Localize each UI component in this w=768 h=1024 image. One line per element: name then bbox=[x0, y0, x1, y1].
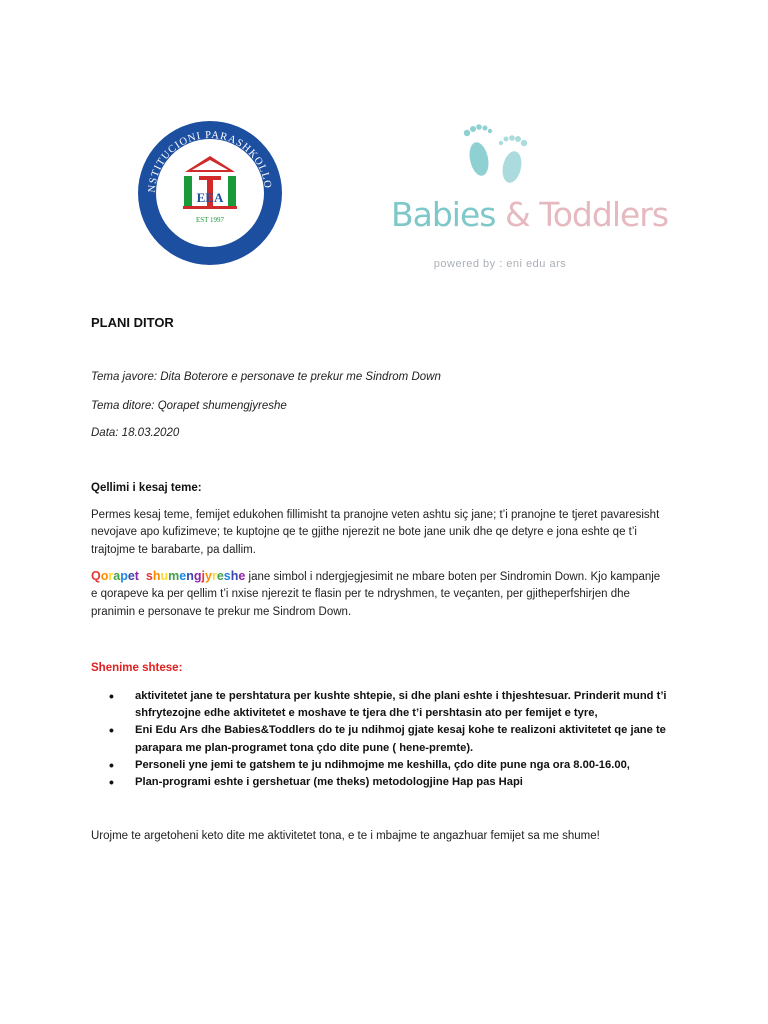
notes-list bbox=[108, 688, 668, 791]
rainbow-letter: n bbox=[186, 569, 194, 583]
rainbow-letter: h bbox=[230, 569, 239, 583]
rainbow-letter bbox=[139, 569, 146, 583]
socks-line: pranimin e personave te prekur me Sindrom Down. bbox=[91, 605, 352, 618]
rainbow-letter: r bbox=[108, 569, 114, 583]
weekly-theme: Tema javore: Dita Boterore e personave te prekur me Sindrom Down bbox=[91, 371, 441, 383]
rainbow-letter: p bbox=[120, 569, 128, 583]
logo-bottom-text: -PRISHTINE- bbox=[186, 230, 234, 245]
logo-abbreviation: EEA bbox=[196, 190, 224, 205]
socks-line: e qorapeve ka per qellim t’i nxise njerezit te flasin per te ndryshmen, te veçanten, per gjitheperfshirjen dhe bbox=[91, 588, 630, 601]
date: Data: 18.03.2020 bbox=[91, 427, 180, 439]
goal-heading: Qellimi i kesaj teme: bbox=[91, 482, 202, 494]
logo-est: EST 1997 bbox=[195, 216, 225, 224]
goal-line: nevojave apo kufizimeve; te kuptojne qe te gjithe njerezit ne bote jane unik dhe qe detyre e jona eshte qe t’i bbox=[91, 526, 637, 539]
rainbow-letter: h bbox=[152, 569, 161, 583]
socks-paragraph bbox=[91, 568, 681, 621]
institution-logo bbox=[135, 118, 285, 268]
rainbow-letter: j bbox=[201, 569, 205, 583]
closing-text: Urojme te argetoheni keto dite me aktivitetet tona, e te i mbajme te angazhuar femijet sa me shume! bbox=[91, 830, 600, 842]
rainbow-letter: Q bbox=[91, 569, 101, 583]
logo-ring-text: NSTITUCIONI PARASHKOLLO bbox=[146, 129, 273, 194]
list-item: • aktivitetet jane te pershtatura per kushte shtepie, si dhe plani eshte i thjeshtesuar. Prinderit mund t’i shfrytezojne edhe aktivitetet e moshave te tjera dhe t’i pershtasin ato per femijet e tyre, bbox=[108, 688, 668, 722]
rainbow-letter: e bbox=[127, 569, 135, 583]
socks-line: jane simbol i ndergjegjesimit ne mbare boten per Sindromin Down. Kjo kampanje bbox=[245, 571, 661, 583]
daily-theme: Tema ditore: Qorapet shumengjyreshe bbox=[91, 400, 287, 412]
notes-heading: Shenime shtese: bbox=[91, 662, 183, 674]
list-item: • Plan-programi eshte i gershetuar (me theks) metodologjine Hap pas Hapi bbox=[108, 774, 668, 791]
rainbow-letter: r bbox=[211, 569, 217, 583]
rainbow-letter: o bbox=[100, 569, 109, 583]
brand-name: Babies & Toddlers bbox=[391, 195, 669, 234]
rainbow-letter: y bbox=[205, 569, 212, 583]
page-title: PLANI DITOR bbox=[91, 315, 174, 330]
rainbow-letter: s bbox=[145, 569, 153, 583]
goal-line: trajtojme te barabarte, pa dallim. bbox=[91, 543, 256, 556]
powered-by-text: powered by : eni edu ars bbox=[433, 258, 567, 270]
rainbow-title bbox=[91, 571, 245, 583]
rainbow-letter: s bbox=[223, 569, 231, 583]
list-item: • Eni Edu Ars dhe Babies&Toddlers do te ju ndihmoj gjate kesaj kohe te realizoni aktivitetet qe jane te parapara me plan-programet tona çdo dite pune ( hene-premte). bbox=[108, 722, 668, 756]
rainbow-letter: g bbox=[193, 569, 202, 583]
babies-toddlers-logo bbox=[385, 115, 669, 280]
rainbow-letter: e bbox=[238, 569, 246, 583]
goal-paragraph bbox=[91, 507, 681, 559]
rainbow-letter: m bbox=[168, 569, 180, 583]
baby-footprints-icon bbox=[457, 117, 537, 189]
goal-line: Permes kesaj teme, femijet edukohen fillimisht ta pranojne veten ashtu siç jane; t’i pranojne te tjeret pavaresisht bbox=[91, 509, 660, 521]
rainbow-letter: u bbox=[160, 569, 169, 583]
rainbow-letter: a bbox=[113, 569, 121, 583]
rainbow-letter: t bbox=[134, 569, 139, 583]
list-item: • Personeli yne jemi te gatshem te ju ndihmojme me keshilla, çdo dite pune nga ora 8.00-16.00, bbox=[108, 757, 668, 774]
rainbow-letter: e bbox=[216, 569, 224, 583]
rainbow-letter: e bbox=[179, 569, 187, 583]
